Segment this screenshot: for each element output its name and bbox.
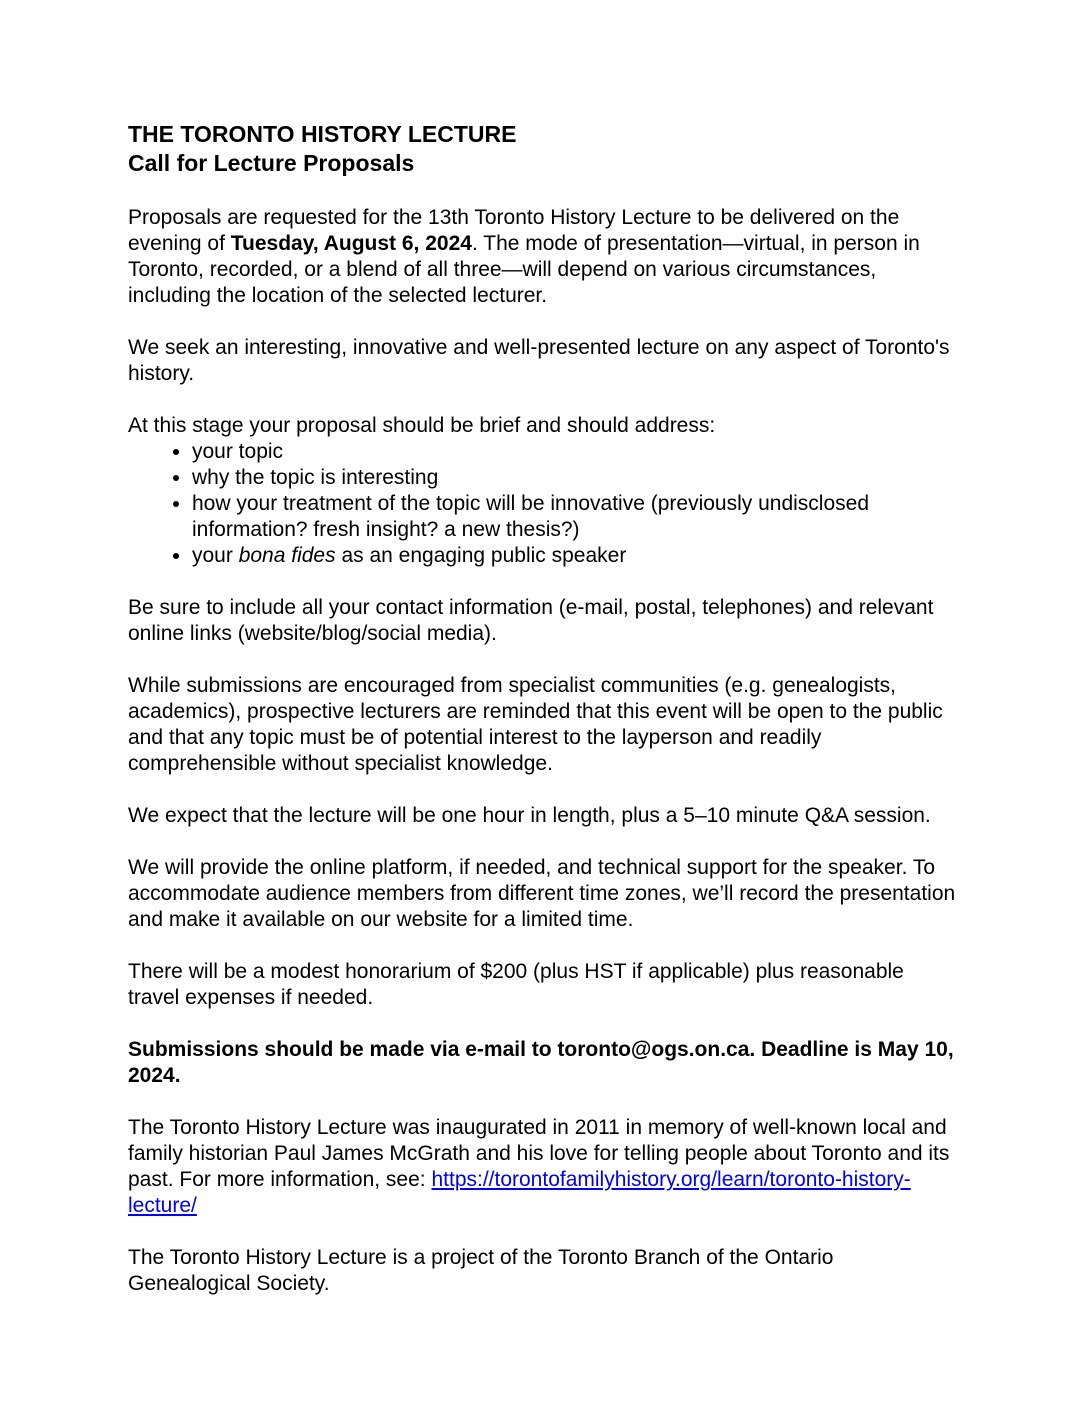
paragraph-platform: We will provide the online platform, if needed, and technical support for the speaker. To accommodate audience members from different time zones, we’ll record the presentation and make it available on our website for a limited time. bbox=[128, 856, 956, 931]
paragraph-history-text: The Toronto History Lecture was inaugurated in 2011 in memory of well-known local and family historian Paul James McGrath and his love for telling people about Toronto and its past. For more information, see: bbox=[128, 1116, 950, 1191]
document-subtitle: Call for Lecture Proposals bbox=[128, 150, 415, 176]
paragraph-specialist: While submissions are encouraged from specialist communities (e.g. genealogists, academics), prospective lecturers are reminded that this event will be open to the public and that any topic must be of potential interest to the layperson and readily comprehensible without specialist knowledge. bbox=[128, 674, 943, 775]
paragraph-deadline: Submissions should be made via e-mail to toronto@ogs.on.ca. Deadline is May 10, 2024. bbox=[128, 1038, 954, 1087]
bullet-text: why the topic is interesting bbox=[192, 466, 439, 489]
bullet-text-italic: bona fides bbox=[238, 544, 336, 567]
bullet-text: your topic bbox=[192, 440, 284, 463]
bullet-text: your bbox=[192, 544, 239, 567]
document-title: THE TORONTO HISTORY LECTURE bbox=[128, 121, 517, 147]
paragraph-history bbox=[128, 1115, 960, 1219]
paragraph-intro-date: Tuesday, August 6, 2024 bbox=[230, 232, 472, 255]
list-item bbox=[192, 491, 960, 543]
paragraph-seek: We seek an interesting, innovative and well-presented lecture on any aspect of Toronto's history. bbox=[128, 336, 950, 385]
list-item bbox=[192, 465, 960, 491]
paragraph-intro bbox=[128, 205, 960, 309]
paragraph-intro-text: Proposals are requested for the 13th Toronto History Lecture to be delivered on the evening of bbox=[128, 206, 900, 255]
paragraph-project: The Toronto History Lecture is a project of the Toronto Branch of the Ontario Genealogical Society. bbox=[128, 1246, 834, 1295]
paragraph-honorarium: There will be a modest honorarium of $200 (plus HST if applicable) plus reasonable travel expenses if needed. bbox=[128, 960, 904, 1009]
list-item bbox=[192, 543, 960, 569]
bullet-text: how your treatment of the topic will be innovative (previously undisclosed information? fresh insight? a new thesis?) bbox=[192, 492, 870, 541]
paragraph-intro-text-2: . The mode of presentation—virtual, in person in Toronto, recorded, or a blend of all three—will depend on various circumstances, including the location of the selected lecturer. bbox=[128, 232, 920, 307]
paragraph-stage: At this stage your proposal should be brief and should address: bbox=[128, 414, 716, 437]
paragraph-contact: Be sure to include all your contact information (e-mail, postal, telephones) and relevant online links (website/blog/social media). bbox=[128, 596, 934, 645]
paragraph-length: We expect that the lecture will be one hour in length, plus a 5–10 minute Q&A session. bbox=[128, 804, 931, 827]
proposal-bullet-list bbox=[128, 439, 960, 569]
proposal-requirements-block bbox=[128, 413, 960, 569]
bullet-text: as an engaging public speaker bbox=[335, 544, 627, 567]
document-header bbox=[128, 120, 960, 178]
lecture-info-link[interactable]: https://torontofamilyhistory.org/learn/toronto-history-lecture/ bbox=[128, 1168, 911, 1217]
list-item bbox=[192, 439, 960, 465]
